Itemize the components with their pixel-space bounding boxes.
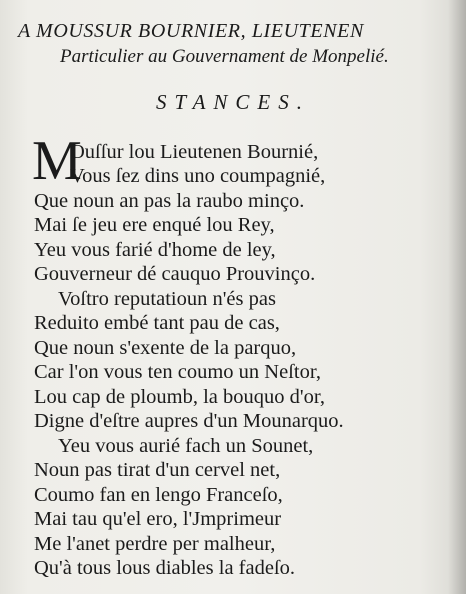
poem-line-4: Mai ſe jeu ere enqué lou Rey, <box>34 214 275 236</box>
poem-line-3: Que noun an pas la raubo minço. <box>34 190 305 212</box>
poem-line-12: Digne d'eſtre aupres d'un Mounarquo. <box>34 410 344 432</box>
poem-line-18: Qu'à tous lous diables la fadeſo. <box>34 557 296 579</box>
poem-line-17: Me l'anet perdre per malheur, <box>34 533 276 555</box>
dedication-subheading: Particulier au Gouvernament de Monpelié. <box>60 46 389 67</box>
poem-line-6: Gouverneur dé cauquo Prouvinço. <box>34 263 316 285</box>
poem-line-10: Car l'on vous ten coumo un Neſtor, <box>34 361 321 383</box>
section-title: STANCES. <box>155 90 311 114</box>
poem-line-8: Reduito embé tant pau de cas, <box>34 312 280 334</box>
dedication-heading: A MOUSSUR BOURNIER, LIEUTENEN <box>18 20 364 42</box>
poem-line-13: Yeu vous aurié fach un Sounet, <box>58 435 314 457</box>
drop-cap-initial: M <box>32 130 82 192</box>
poem-line-2: Vous ſez dins uno coumpagnié, <box>70 165 326 187</box>
poem-line-5: Yeu vous farié d'home de ley, <box>34 239 276 261</box>
poem-line-15: Coumo fan en lengo Franceſo, <box>34 484 283 506</box>
poem-line-11: Lou cap de ploumb, la bouquo d'or, <box>34 386 325 408</box>
poem-line-16: Mai tau qu'el ero, l'Jmprimeur <box>34 508 282 530</box>
poem-line-1: Ouſſur lou Lieutenen Bournié, <box>70 141 319 163</box>
poem-line-7: Voſtro reputatioun n'és pas <box>58 288 276 310</box>
poem-line-9: Que noun s'exente de la parquo, <box>34 337 297 359</box>
poem-line-14: Noun pas tirat d'un cervel net, <box>34 459 281 481</box>
